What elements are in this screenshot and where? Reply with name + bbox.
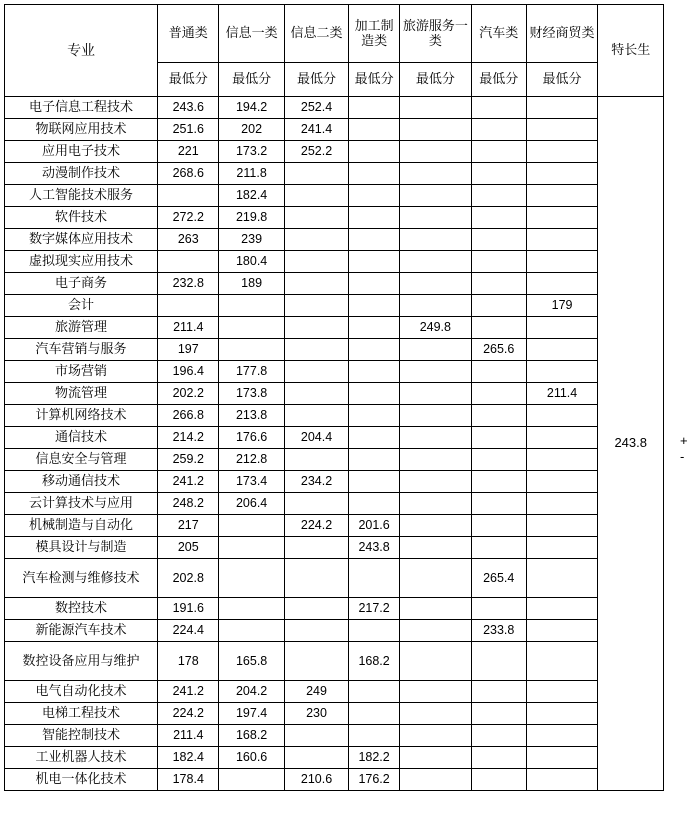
table-row [5,427,664,449]
header-sub-1: 最低分 [219,63,284,97]
score-cell [349,405,400,427]
major-name-cell: 数控技术 [5,598,158,620]
score-cell [526,703,598,725]
score-cell [471,405,526,427]
score-cell [471,163,526,185]
score-cell [349,681,400,703]
score-cell: 176.6 [219,427,284,449]
score-cell: 212.8 [219,449,284,471]
header-group-0: 普通类 [158,5,219,63]
score-cell [471,317,526,339]
score-cell: 196.4 [158,361,219,383]
score-cell [284,251,348,273]
score-cell [471,361,526,383]
score-cell [471,681,526,703]
header-sub-4: 最低分 [399,63,471,97]
score-cell [399,163,471,185]
score-cell [284,642,348,681]
score-cell [471,747,526,769]
score-cell [471,493,526,515]
score-cell [471,229,526,251]
score-cell [526,620,598,642]
score-cell [349,251,400,273]
major-name-cell: 智能控制技术 [5,725,158,747]
score-cell [399,361,471,383]
score-cell: 168.2 [349,642,400,681]
major-name-cell: 应用电子技术 [5,141,158,163]
score-cell [399,471,471,493]
table-row [5,703,664,725]
score-cell [349,317,400,339]
header-row-groups [5,5,664,63]
table-row [5,493,664,515]
score-cell [219,620,284,642]
score-cell [284,207,348,229]
score-cell [471,273,526,295]
admission-score-table [4,4,664,791]
score-cell: 239 [219,229,284,251]
score-cell: 182.4 [158,747,219,769]
score-cell [526,515,598,537]
score-cell [526,317,598,339]
score-cell [349,119,400,141]
score-cell [526,207,598,229]
score-cell [219,769,284,791]
score-cell [526,725,598,747]
score-cell [526,185,598,207]
score-cell [399,405,471,427]
header-group-1: 信息一类 [219,5,284,63]
score-cell: 266.8 [158,405,219,427]
score-cell [471,598,526,620]
major-name-cell: 汽车营销与服务 [5,339,158,361]
score-cell [399,427,471,449]
score-cell: 211.8 [219,163,284,185]
table-row [5,681,664,703]
score-cell [284,229,348,251]
score-cell: 173.2 [219,141,284,163]
score-cell: 230 [284,703,348,725]
score-cell: 204.2 [219,681,284,703]
score-cell: 201.6 [349,515,400,537]
score-cell [471,251,526,273]
table-row [5,229,664,251]
table-row [5,339,664,361]
score-cell [399,620,471,642]
score-cell [284,383,348,405]
score-cell: 241.4 [284,119,348,141]
score-cell: 173.8 [219,383,284,405]
table-row [5,449,664,471]
table-row [5,317,664,339]
score-cell [399,141,471,163]
score-cell: 182.4 [219,185,284,207]
major-name-cell: 电子信息工程技术 [5,97,158,119]
major-name-cell: 电气自动化技术 [5,681,158,703]
score-cell [399,449,471,471]
score-cell [399,515,471,537]
table-row [5,725,664,747]
major-name-cell: 数字媒体应用技术 [5,229,158,251]
score-cell: 173.4 [219,471,284,493]
score-cell: 211.4 [158,725,219,747]
table-row [5,537,664,559]
score-cell [526,273,598,295]
major-name-cell: 汽车检测与维修技术 [5,559,158,598]
score-cell [399,725,471,747]
score-cell [471,449,526,471]
score-cell: 189 [219,273,284,295]
score-cell [284,361,348,383]
score-cell: 221 [158,141,219,163]
score-cell: 168.2 [219,725,284,747]
score-cell [349,620,400,642]
major-name-cell: 会计 [5,295,158,317]
score-cell [349,449,400,471]
score-cell: 214.2 [158,427,219,449]
edge-mark-dash: - [680,449,685,464]
header-major: 专业 [5,5,158,97]
score-cell [399,119,471,141]
major-name-cell: 物联网应用技术 [5,119,158,141]
score-cell: 219.8 [219,207,284,229]
score-cell [526,251,598,273]
major-name-cell: 数控设备应用与维护 [5,642,158,681]
score-cell: 252.2 [284,141,348,163]
table-row [5,361,664,383]
score-cell: 243.8 [349,537,400,559]
score-cell [284,598,348,620]
score-cell: 217 [158,515,219,537]
score-cell [399,493,471,515]
score-cell [526,119,598,141]
score-cell [471,769,526,791]
header-group-7: 特长生 [598,5,664,97]
score-cell [349,163,400,185]
score-cell [471,97,526,119]
score-cell [219,559,284,598]
score-cell: 191.6 [158,598,219,620]
table-row [5,97,664,119]
score-cell [284,163,348,185]
table-row [5,405,664,427]
score-cell: 197.4 [219,703,284,725]
score-cell: 251.6 [158,119,219,141]
major-name-cell: 电子商务 [5,273,158,295]
score-cell: 252.4 [284,97,348,119]
score-cell: 265.4 [471,559,526,598]
score-cell [526,769,598,791]
table-row [5,747,664,769]
score-cell [284,449,348,471]
score-cell [399,642,471,681]
table-row [5,515,664,537]
score-cell [471,185,526,207]
major-name-cell: 计算机网络技术 [5,405,158,427]
score-cell [526,681,598,703]
score-cell: 197 [158,339,219,361]
table-row [5,251,664,273]
score-cell [399,703,471,725]
score-cell [399,229,471,251]
score-cell [526,229,598,251]
score-cell [471,295,526,317]
score-cell [349,339,400,361]
header-sub-6: 最低分 [526,63,598,97]
header-sub-5: 最低分 [471,63,526,97]
header-group-3: 加工制造类 [349,5,400,63]
score-cell: 178.4 [158,769,219,791]
score-cell [349,141,400,163]
score-cell: 177.8 [219,361,284,383]
score-cell [349,361,400,383]
score-cell: 176.2 [349,769,400,791]
score-cell: 224.2 [158,703,219,725]
score-cell [284,339,348,361]
score-cell [349,703,400,725]
score-cell [526,598,598,620]
score-cell [349,559,400,598]
score-cell [219,515,284,537]
score-cell [471,537,526,559]
header-sub-0: 最低分 [158,63,219,97]
score-cell [471,471,526,493]
score-cell [158,295,219,317]
score-cell [219,295,284,317]
table-row [5,642,664,681]
score-cell [349,207,400,229]
table-row [5,185,664,207]
score-cell: 224.2 [284,515,348,537]
table-row [5,559,664,598]
score-cell: 204.4 [284,427,348,449]
score-cell: 194.2 [219,97,284,119]
major-name-cell: 电梯工程技术 [5,703,158,725]
score-cell [526,471,598,493]
major-name-cell: 人工智能技术服务 [5,185,158,207]
table-row [5,141,664,163]
major-name-cell: 动漫制作技术 [5,163,158,185]
score-cell [471,383,526,405]
major-name-cell: 模具设计与制造 [5,537,158,559]
table-row [5,598,664,620]
score-cell: 165.8 [219,642,284,681]
score-cell [349,471,400,493]
score-cell [526,642,598,681]
score-cell [526,405,598,427]
score-cell [349,273,400,295]
table-row [5,273,664,295]
score-cell [284,295,348,317]
score-cell [284,493,348,515]
score-cell [526,493,598,515]
header-group-2: 信息二类 [284,5,348,63]
score-cell [219,537,284,559]
score-cell: 241.2 [158,471,219,493]
score-cell: 268.6 [158,163,219,185]
major-name-cell: 虚拟现实应用技术 [5,251,158,273]
score-cell: 211.4 [526,383,598,405]
score-cell [399,339,471,361]
score-cell [349,295,400,317]
major-name-cell: 软件技术 [5,207,158,229]
header-group-5: 汽车类 [471,5,526,63]
score-cell [399,681,471,703]
score-cell [349,383,400,405]
major-name-cell: 新能源汽车技术 [5,620,158,642]
table-head [5,5,664,97]
table-row [5,119,664,141]
table-row [5,471,664,493]
major-name-cell: 移动通信技术 [5,471,158,493]
score-cell [399,295,471,317]
score-cell [399,273,471,295]
score-cell [284,537,348,559]
score-cell [471,703,526,725]
score-cell [349,493,400,515]
score-cell [349,97,400,119]
score-cell: 249.8 [399,317,471,339]
score-cell [158,185,219,207]
score-cell [471,642,526,681]
score-cell: 243.6 [158,97,219,119]
score-cell [471,141,526,163]
major-name-cell: 工业机器人技术 [5,747,158,769]
major-name-cell: 物流管理 [5,383,158,405]
major-name-cell: 机械制造与自动化 [5,515,158,537]
header-group-6: 财经商贸类 [526,5,598,63]
score-cell [399,251,471,273]
score-cell [349,427,400,449]
score-cell [284,317,348,339]
score-cell [284,405,348,427]
score-cell: 160.6 [219,747,284,769]
score-cell [526,747,598,769]
score-cell: 272.2 [158,207,219,229]
score-cell: 202 [219,119,284,141]
score-cell: 179 [526,295,598,317]
score-cell [219,339,284,361]
score-cell: 263 [158,229,219,251]
score-cell: 206.4 [219,493,284,515]
table-row [5,620,664,642]
score-cell [399,185,471,207]
score-cell [526,537,598,559]
score-cell [526,449,598,471]
score-cell [526,559,598,598]
score-cell: 233.8 [471,620,526,642]
major-name-cell: 云计算技术与应用 [5,493,158,515]
score-cell: 248.2 [158,493,219,515]
edge-mark-plus: + [680,433,688,448]
score-cell [471,725,526,747]
score-cell [471,427,526,449]
score-cell: 202.8 [158,559,219,598]
major-name-cell: 通信技术 [5,427,158,449]
score-cell [471,119,526,141]
score-cell [399,537,471,559]
table-row [5,295,664,317]
score-cell [399,97,471,119]
score-cell: 224.4 [158,620,219,642]
score-cell [399,598,471,620]
table-row [5,769,664,791]
table-row [5,163,664,185]
score-cell: 178 [158,642,219,681]
score-cell [349,185,400,207]
score-cell [349,725,400,747]
score-cell: 232.8 [158,273,219,295]
header-group-4: 旅游服务一类 [399,5,471,63]
table-row [5,207,664,229]
major-name-cell: 机电一体化技术 [5,769,158,791]
score-cell [399,383,471,405]
major-name-cell: 旅游管理 [5,317,158,339]
score-cell [526,427,598,449]
score-sheet [0,4,692,824]
major-name-cell: 市场营销 [5,361,158,383]
score-cell: 249 [284,681,348,703]
score-cell: 213.8 [219,405,284,427]
header-sub-3: 最低分 [349,63,400,97]
table-body [5,97,664,791]
score-cell [526,163,598,185]
score-cell [284,185,348,207]
score-cell: 205 [158,537,219,559]
header-sub-2: 最低分 [284,63,348,97]
score-cell [471,207,526,229]
score-cell [284,273,348,295]
major-name-cell: 信息安全与管理 [5,449,158,471]
score-cell [399,769,471,791]
score-cell: 259.2 [158,449,219,471]
score-cell [284,747,348,769]
special-student-score-cell: 243.8 [598,97,664,791]
score-cell: 234.2 [284,471,348,493]
score-cell [284,725,348,747]
score-cell: 210.6 [284,769,348,791]
score-cell: 180.4 [219,251,284,273]
score-cell: 265.6 [471,339,526,361]
score-cell [399,747,471,769]
score-cell [526,141,598,163]
score-cell: 182.2 [349,747,400,769]
score-cell [526,339,598,361]
table-row [5,383,664,405]
score-cell [471,515,526,537]
score-cell [284,559,348,598]
score-cell [399,559,471,598]
score-cell: 241.2 [158,681,219,703]
score-cell [158,251,219,273]
score-cell [284,620,348,642]
score-cell [219,317,284,339]
score-cell [399,207,471,229]
score-cell [526,361,598,383]
score-cell: 202.2 [158,383,219,405]
score-cell: 211.4 [158,317,219,339]
score-cell: 217.2 [349,598,400,620]
score-cell [526,97,598,119]
score-cell [349,229,400,251]
score-cell [219,598,284,620]
